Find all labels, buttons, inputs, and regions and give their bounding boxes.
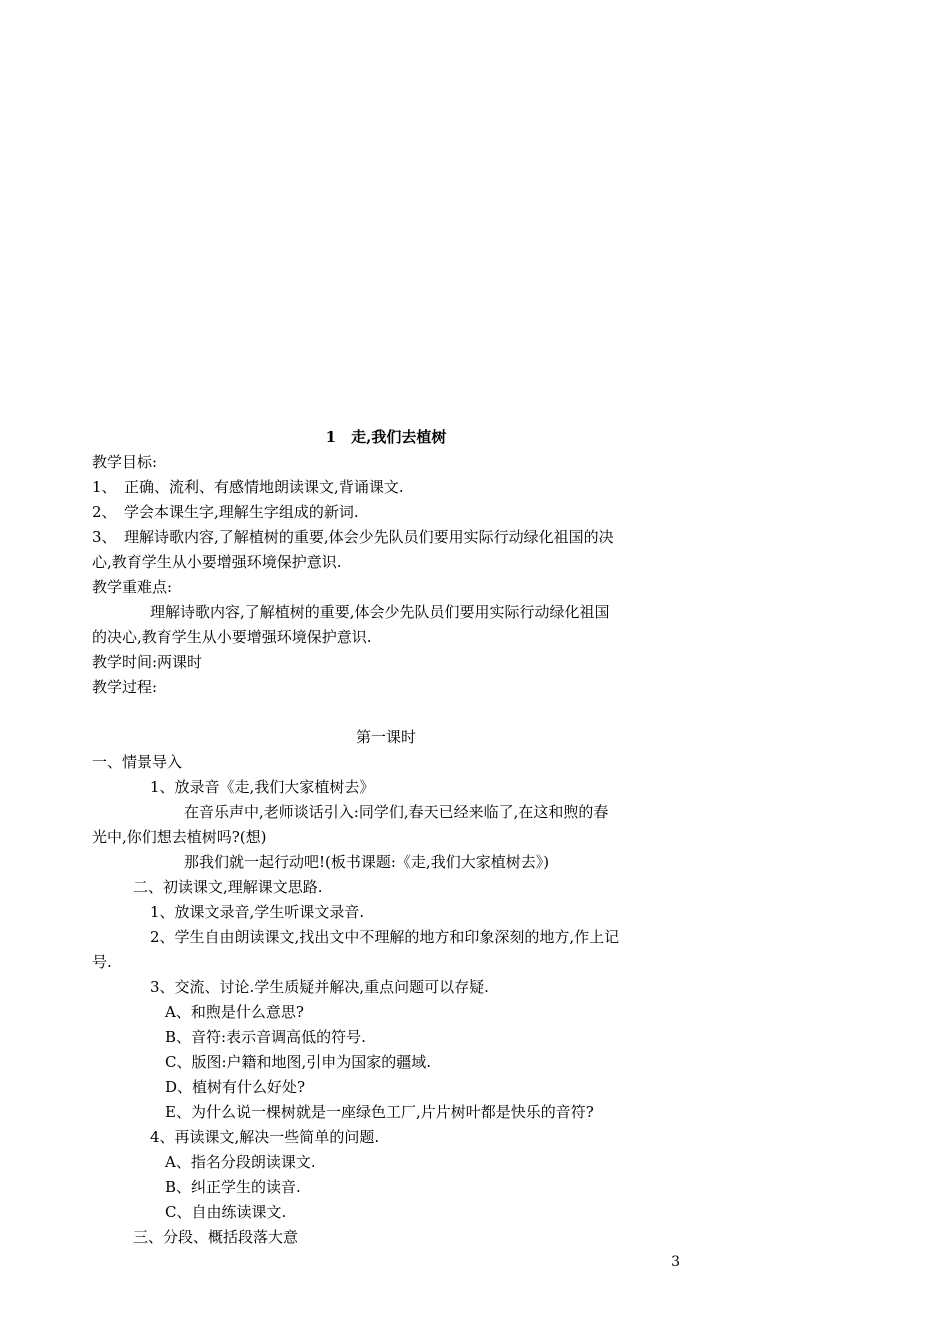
step-2-item-2: 2、学生自由朗读课文,找出文中不理解的地方和印象深刻的地方,作上记 xyxy=(150,928,620,946)
step-1-paragraph-1-cont: 光中,你们想去植树吗?(想) xyxy=(92,828,267,846)
process-heading: 教学过程: xyxy=(92,678,158,696)
step-1-paragraph-1: 在音乐声中,老师谈话引入:同学们,春天已经来临了,在这和煦的春 xyxy=(184,803,609,821)
goal-1: 1、 正确、流利、有感情地朗读课文,背诵课文. xyxy=(92,478,404,496)
step-2-item-1: 1、放课文录音,学生听课文录音. xyxy=(150,903,365,921)
section-title: 第一课时 xyxy=(355,728,416,746)
page-number: 3 xyxy=(671,1254,680,1270)
goal-2: 2、 学会本课生字,理解生字组成的新词. xyxy=(92,503,359,521)
key-points-line-2: 的决心,教育学生从小要增强环境保护意识. xyxy=(92,628,372,646)
step-2-item-3-sub-e: E、为什么说一棵树就是一座绿色工厂,片片树叶都是快乐的音符? xyxy=(165,1103,594,1121)
step-3-heading: 三、分段、概括段落大意 xyxy=(133,1228,299,1246)
step-2-heading: 二、初读课文,理解课文思路. xyxy=(133,878,323,896)
teaching-time: 教学时间:两课时 xyxy=(92,653,203,671)
step-2-item-3-sub-b: B、音符:表示音调高低的符号. xyxy=(165,1028,366,1046)
step-1-item-1: 1、放录音《走,我们大家植树去》 xyxy=(150,778,375,796)
goal-3-cont: 心,教育学生从小要增强环境保护意识. xyxy=(92,553,342,571)
goals-heading: 教学目标: xyxy=(92,453,158,471)
lesson-title: 1 走,我们去植树 xyxy=(325,428,447,446)
step-2-item-4-sub-c: C、自由练读课文. xyxy=(165,1203,287,1221)
step-2-item-3-sub-d: D、植树有什么好处? xyxy=(165,1078,306,1096)
step-2-item-2-cont: 号. xyxy=(92,953,112,971)
step-2-item-3-sub-a: A、和煦是什么意思? xyxy=(165,1003,304,1021)
step-1-heading: 一、情景导入 xyxy=(92,753,183,771)
step-2-item-4-sub-b: B、纠正学生的读音. xyxy=(165,1178,301,1196)
step-2-item-3: 3、交流、讨论.学生质疑并解决,重点问题可以存疑. xyxy=(150,978,489,996)
key-points-heading: 教学重难点: xyxy=(92,578,173,596)
step-1-paragraph-2: 那我们就一起行动吧!(板书课题:《走,我们大家植树去》) xyxy=(184,853,550,871)
step-2-item-4-sub-a: A、指名分段朗读课文. xyxy=(165,1153,316,1171)
goal-3: 3、 理解诗歌内容,了解植树的重要,体会少先队员们要用实际行动绿化祖国的决 xyxy=(92,528,614,546)
key-points-line-1: 理解诗歌内容,了解植树的重要,体会少先队员们要用实际行动绿化祖国 xyxy=(150,603,610,621)
step-2-item-4: 4、再读课文,解决一些简单的问题. xyxy=(150,1128,380,1146)
step-2-item-3-sub-c: C、版图:户籍和地图,引申为国家的疆域. xyxy=(165,1053,432,1071)
